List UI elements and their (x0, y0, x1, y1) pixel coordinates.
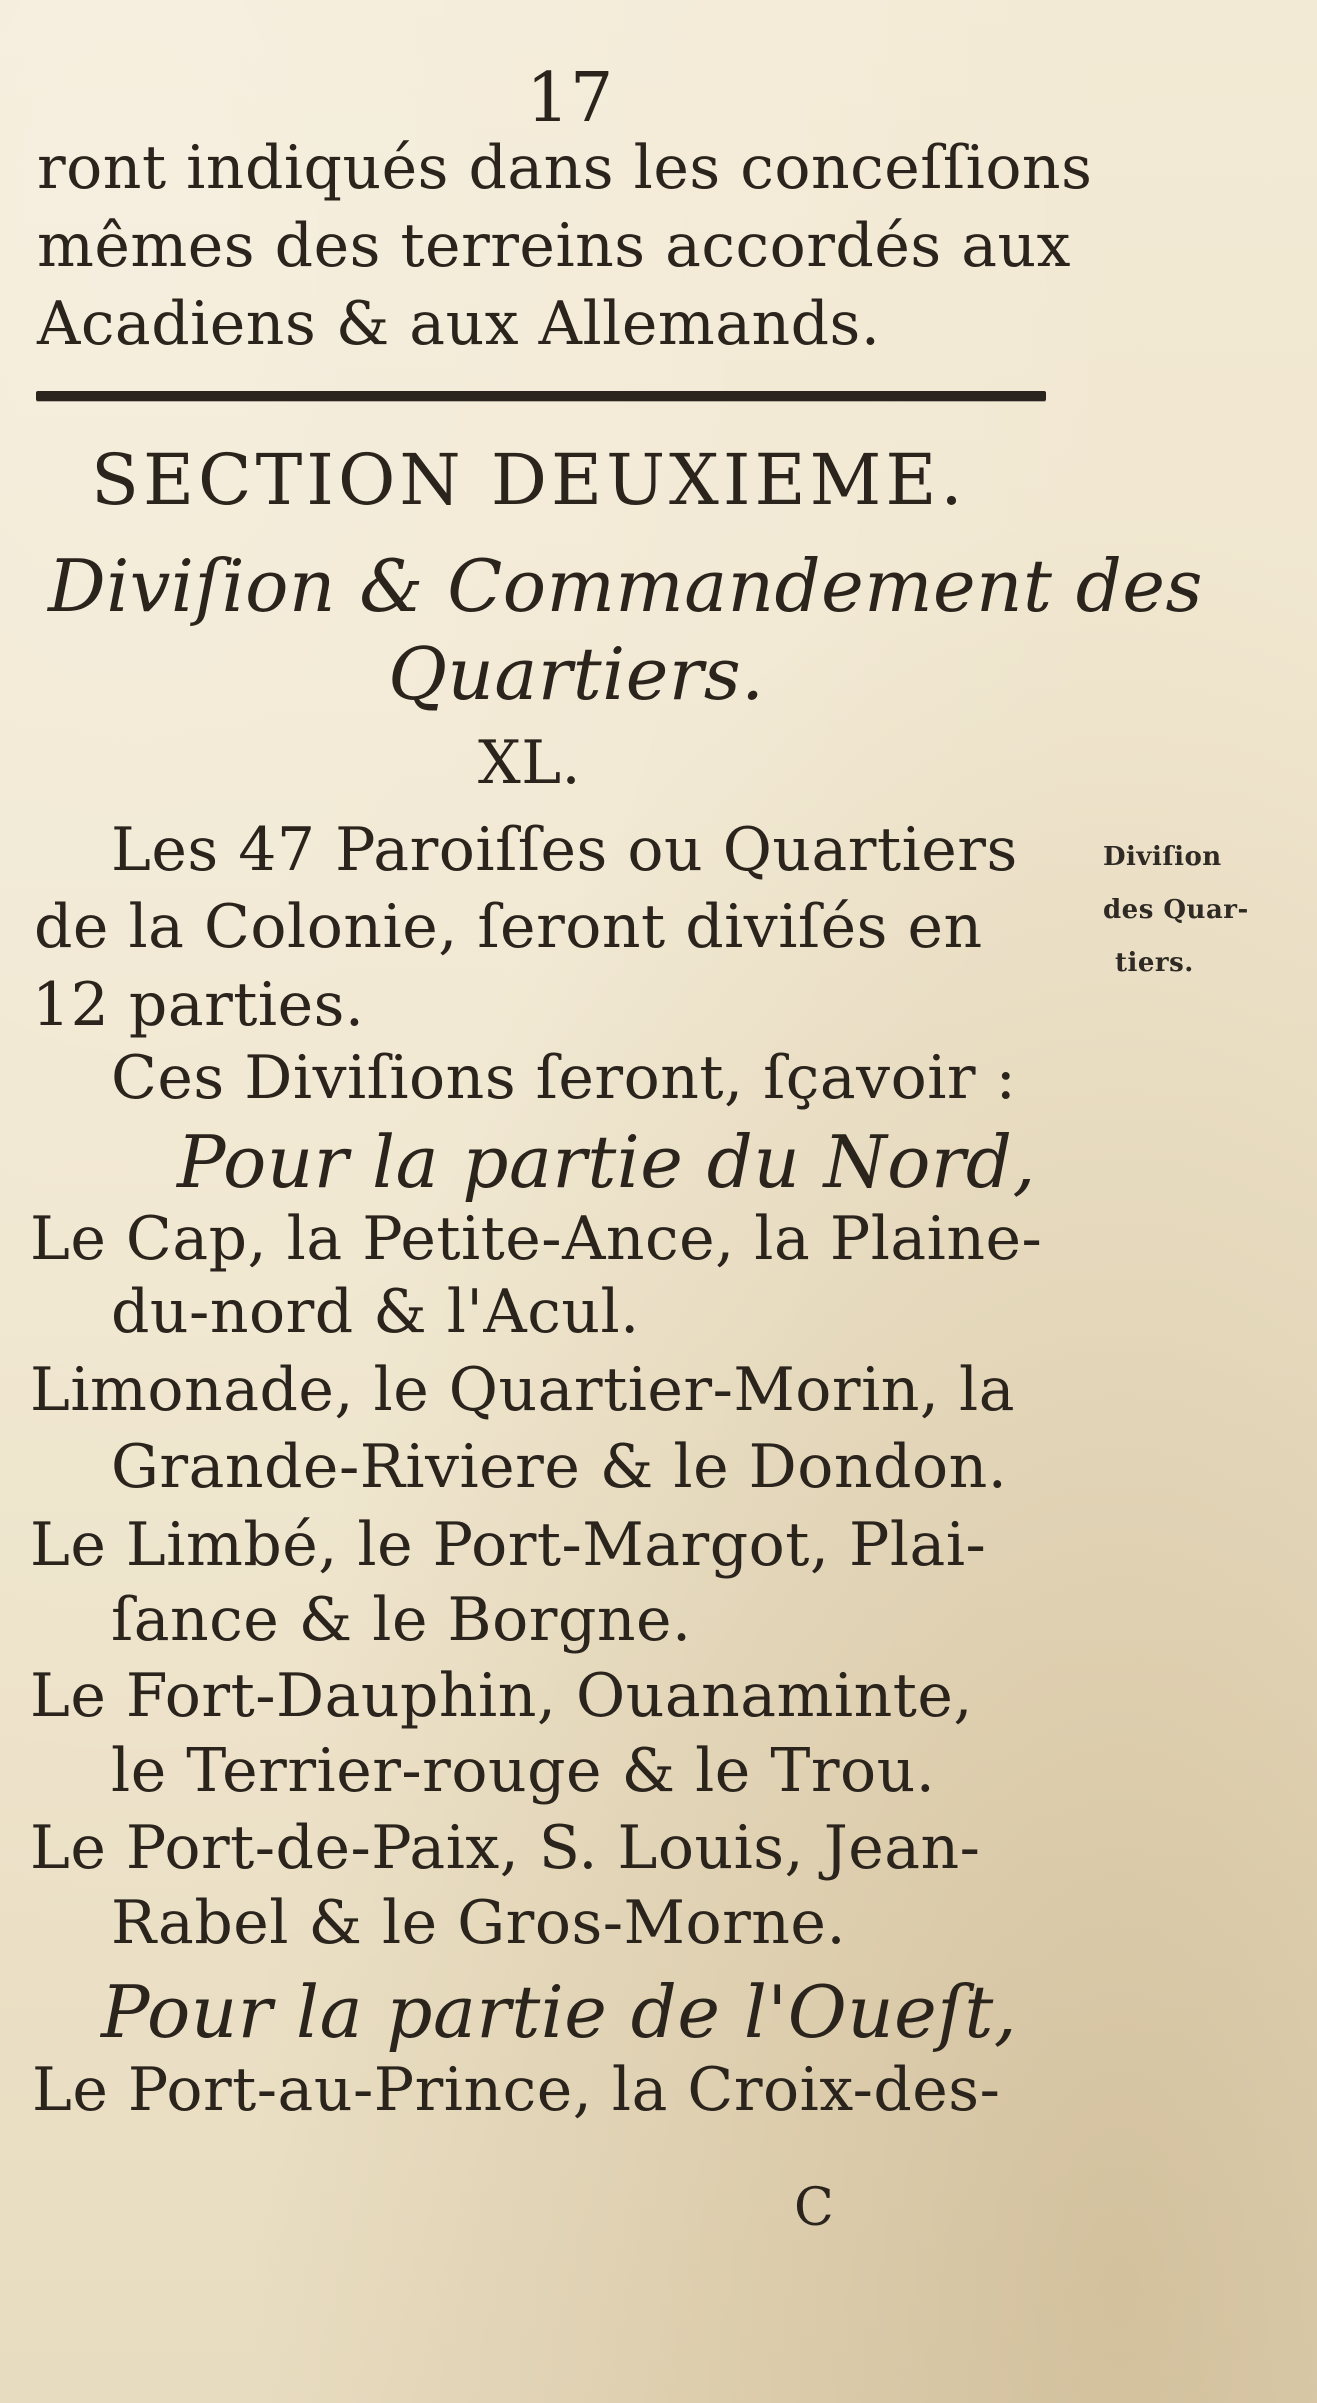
margin-note-line-1: Diviſion (1103, 842, 1222, 872)
north-line-7: Le Fort-Dauphin, Ouanaminte, (30, 1661, 973, 1731)
north-line-5: Le Limbé, le Port-Margot, Plai- (30, 1510, 987, 1580)
section-title: SECTION DEUXIEME. (91, 439, 967, 521)
page-number: 17 (526, 59, 614, 138)
north-line-1: Le Cap, la Petite-Ance, la Plaine- (30, 1204, 1043, 1274)
section-divider-rule (36, 391, 1046, 401)
north-line-4: Grande-Riviere & le Dondon. (111, 1432, 1008, 1502)
article-number: XL. (478, 728, 582, 798)
margin-note-line-2: des Quar- (1103, 895, 1249, 925)
catchword: C (794, 2178, 835, 2238)
intro-line-1: ront indiqués dans les conceſſions (37, 133, 1093, 203)
margin-note-line-3: tiers. (1115, 948, 1194, 978)
north-line-9: Le Port-de-Paix, S. Louis, Jean- (30, 1813, 981, 1883)
north-heading: Pour la partie du Nord, (177, 1120, 1036, 1204)
article-line-4: Ces Diviſions ſeront, ſçavoir : (111, 1043, 1017, 1113)
north-line-6: ſance & le Borgne. (111, 1585, 692, 1655)
section-subtitle-line-1: Diviſion & Commandement des (48, 544, 1203, 628)
north-line-3: Limonade, le Quartier-Morin, la (30, 1355, 1016, 1425)
article-line-3: 12 parties. (32, 970, 365, 1040)
west-heading: Pour la partie de l'Oueſt, (101, 1970, 1018, 2054)
north-line-8: le Terrier-rouge & le Trou. (111, 1736, 936, 1806)
west-line-1: Le Port-au-Prince, la Croix-des- (32, 2055, 1001, 2125)
section-subtitle-line-2: Quartiers. (388, 632, 765, 716)
article-line-2: de la Colonie, ſeront diviſés en (34, 892, 983, 962)
intro-line-2: mêmes des terreins accordés aux (37, 211, 1071, 281)
article-line-1: Les 47 Paroiſſes ou Quartiers (111, 815, 1018, 885)
north-line-10: Rabel & le Gros-Morne. (111, 1888, 847, 1958)
north-line-2: du-nord & l'Acul. (111, 1277, 640, 1347)
intro-line-3: Acadiens & aux Allemands. (37, 289, 881, 359)
